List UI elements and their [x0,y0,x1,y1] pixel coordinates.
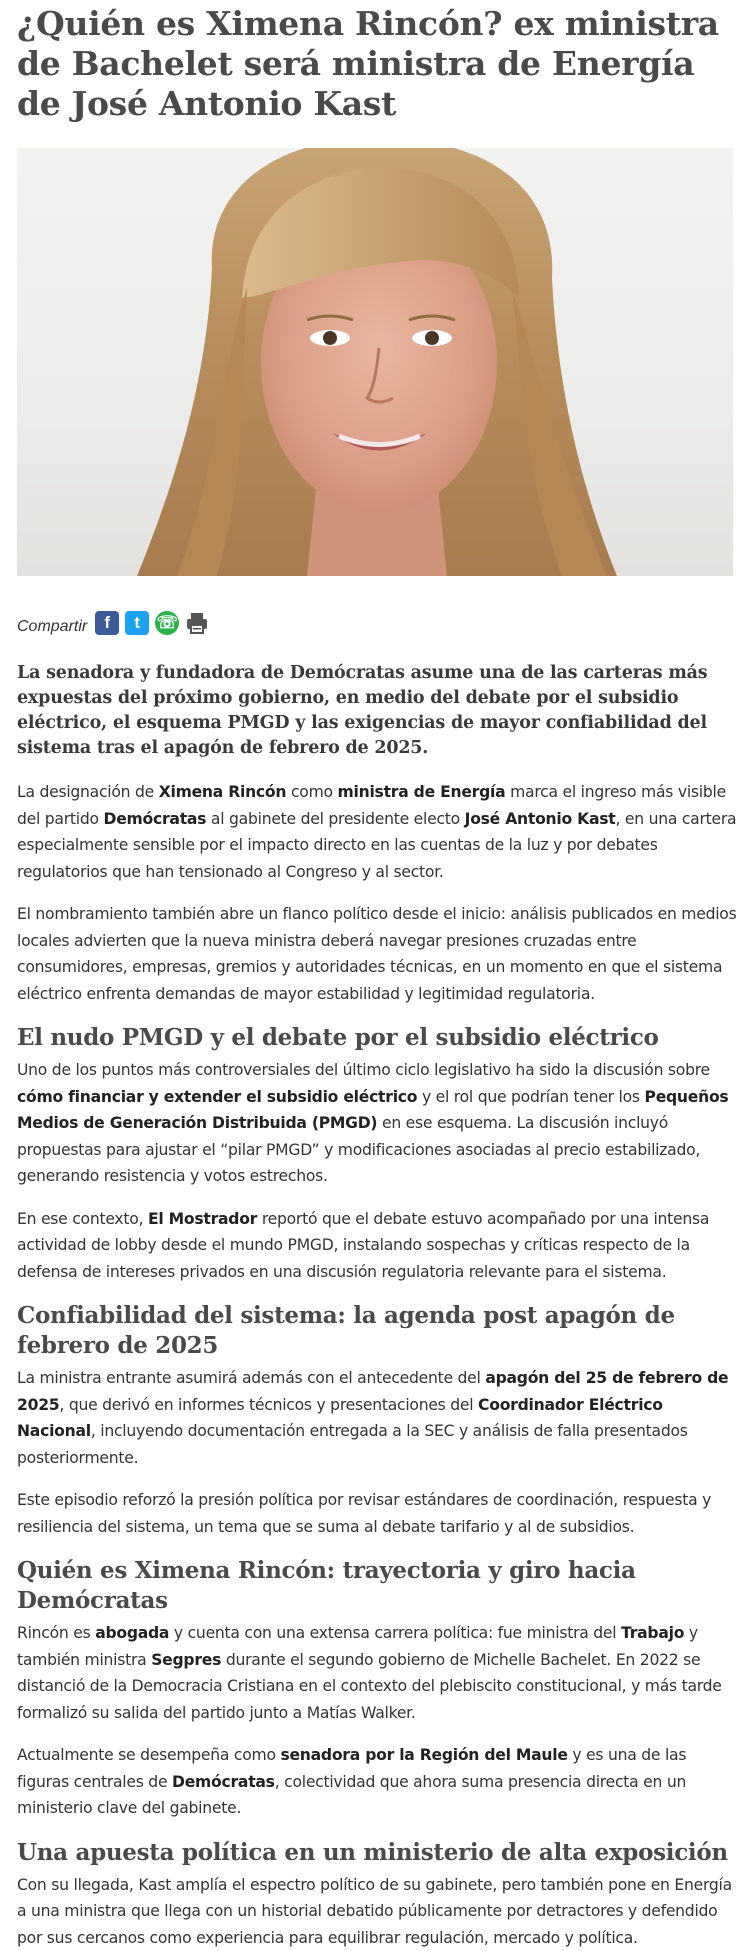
p1-text: como [286,783,337,801]
paragraph-5 [17,1365,739,1471]
p8-bold: Demócratas [172,1773,275,1791]
p7-bold: Trabajo [621,1624,684,1642]
p3-text: y el rol que podrían tener los [417,1088,644,1106]
p7-text: Rincón es [17,1624,95,1642]
section-heading-trayectoria: Quién es Ximena Rincón: trayectoria y giro hacia Demócratas [17,1556,739,1616]
p8-bold: senadora por la Región del Maule [280,1746,567,1764]
p1-bold: Ximena Rincón [159,783,287,801]
p3-text: en ese esquema. La discusión incluyó propuestas para ajustar el “pilar PMGD” y modificaciones asociadas al precio estabilizado, generando resistencia y votos estrechos. [17,1114,700,1185]
p3-bold: cómo financiar y extender el subsidio eléctrico [17,1088,417,1106]
p3-bold: Pequeños Medios de Generación Distribuida (PMGD) [17,1088,728,1133]
twitter-icon[interactable]: t [125,611,149,635]
p8-text: , colectividad que ahora suma presencia directa en un ministerio clave del gabinete. [17,1773,686,1818]
paragraph-7 [17,1620,739,1726]
p5-text: La ministra entrante asumirá además con el antecedente del [17,1369,485,1387]
article-lead: La senadora y fundadora de Demócratas asume una de las carteras más expuestas del próximo gobierno, en medio del debate por el subsidio eléctrico, el esquema PMGD y las exigencias de mayor confiabilidad del sistema tras el apagón de febrero de 2025. [17,661,739,761]
p3-text: Uno de los puntos más controversiales del último ciclo legislativo ha sido la discusión sobre [17,1061,710,1079]
p7-text: durante el segundo gobierno de Michelle Bachelet. En 2022 se distanció de la Democracia Cristiana en el contexto del plebiscito constitucional, y más tarde formalizó su salida del partido junto a Matías Walker. [17,1651,722,1722]
paragraph-1 [17,779,739,885]
p1-text: La designación de [17,783,159,801]
paragraph-6: Este episodio reforzó la presión política por revisar estándares de coordinación, respuesta y resiliencia del sistema, un tema que se suma al debate tarifario y al de subsidios. [17,1487,739,1540]
facebook-icon[interactable]: f [95,611,119,635]
whatsapp-icon[interactable]: ☏ [155,611,179,635]
section-heading-confiabilidad: Confiabilidad del sistema: la agenda post apagón de febrero de 2025 [17,1301,739,1361]
section-heading-pmgd: El nudo PMGD y el debate por el subsidio eléctrico [17,1023,739,1053]
p7-bold: Segpres [151,1651,221,1669]
share-bar [17,609,739,637]
paragraph-4 [17,1206,739,1286]
paragraph-8 [17,1742,739,1822]
article-title: ¿Quién es Ximena Rincón? ex ministra de Bachelet será ministra de Energía de José Antonio Kast [17,4,739,124]
print-icon[interactable] [185,611,209,635]
p5-text: , que derivó en informes técnicos y presentaciones del [59,1396,478,1414]
paragraph-3 [17,1057,739,1190]
p5-bold: Coordinador Eléctrico Nacional [17,1396,663,1441]
p7-text: y cuenta con una extensa carrera política: fue ministra del [169,1624,621,1642]
share-label: Compartir [17,618,87,636]
p4-text: En ese contexto, [17,1210,148,1228]
p8-text: Actualmente se desempeña como [17,1746,280,1764]
p5-bold: apagón del 25 de febrero de 2025 [17,1369,728,1414]
portrait-illustration [17,148,733,576]
p1-bold: José Antonio Kast [465,810,616,828]
p7-bold: abogada [95,1624,169,1642]
p5-text: , incluyendo documentación entregada a la SEC y análisis de falla presentados posteriormente. [17,1422,688,1467]
paragraph-2: El nombramiento también abre un flanco político desde el inicio: análisis publicados en medios locales advierten que la nueva ministra deberá navegar presiones cruzadas entre consumidores, empresas, gremios y autoridades técnicas, en un momento en que el sistema eléctrico enfrenta demandas de mayor estabilidad y legitimidad regulatoria. [17,901,739,1007]
p4-bold: El Mostrador [148,1210,257,1228]
p4-text: reportó que el debate estuvo acompañado por una intensa actividad de lobby desde el mundo PMGD, instalando sospechas y críticas respecto de la defensa de intereses privados en una discusión regulatoria relevante para el sistema. [17,1210,709,1281]
p1-text: al gabinete del presidente electo [206,810,464,828]
paragraph-9: Con su llegada, Kast amplía el espectro político de su gabinete, pero también pone en Energía a una ministra que llega con un historial debatido públicamente por detractores y defendido por sus cercanos como experiencia para equilibrar regulación, mercado y política. [17,1872,739,1951]
p7-text: y también ministra [17,1624,698,1669]
p1-bold: ministra de Energía [338,783,506,801]
p1-bold: Demócratas [104,810,207,828]
p1-text: , en una cartera especialmente sensible por el impacto directo en las cuentas de la luz y por debates regulatorios que han tensionado al Congreso y al sector. [17,810,736,881]
printer-glyph [185,611,209,635]
section-heading-apuesta: Una apuesta política en un ministerio de alta exposición [17,1838,739,1868]
p8-text: y es una de las figuras centrales de [17,1746,686,1791]
hero-image [17,148,733,576]
p1-text: marca el ingreso más visible del partido [17,783,726,828]
